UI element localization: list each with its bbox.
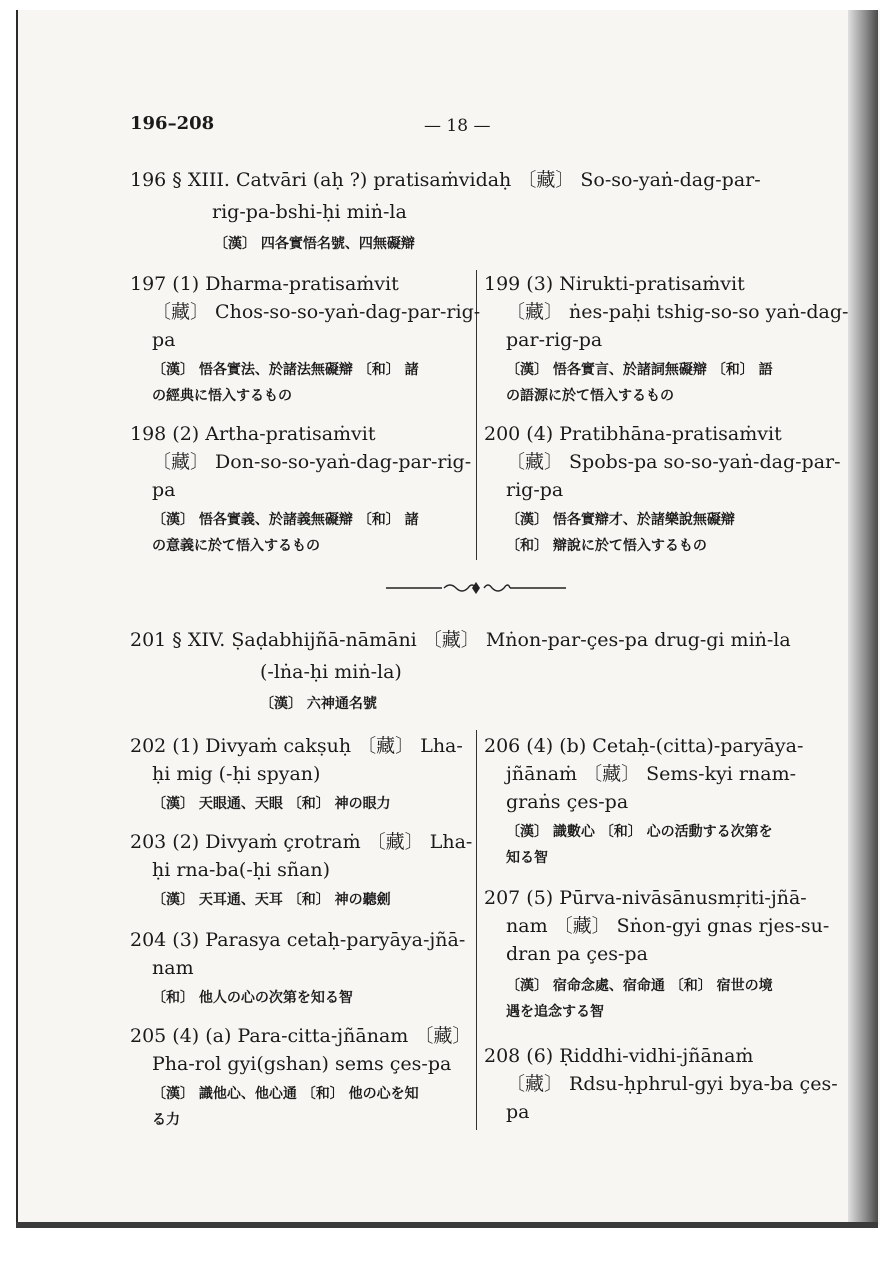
entry-204-line-3: 〔和〕 他人の心の次第を知る智	[152, 990, 353, 1006]
entry-205-line-1: 205 (4) (a) Para-citta-jñānam 〔藏〕	[130, 1025, 472, 1047]
entry-208-line-2: 〔藏〕 Rdsu-ḥphrul-gyi bya-ba çes-	[506, 1073, 838, 1095]
entry-range: 196–208	[130, 113, 215, 134]
entry-203-line-2: ḥi rna-ba(-ḥi sñan)	[152, 859, 331, 881]
entry-200-line-5: 〔和〕 辯說に於て悟入するもの	[506, 538, 707, 554]
entry-204-line-1: 204 (3) Parasya cetaḥ-paryāya-jñā-	[130, 929, 466, 951]
entry-207-line-2: nam 〔藏〕 Sṅon-gyi gnas rjes-su-	[506, 915, 830, 937]
entry-199-line-3: par-rig-pa	[506, 329, 603, 351]
ornament-divider	[386, 580, 566, 596]
section-201-line-3: 〔漢〕 六神通名號	[260, 696, 377, 712]
section-196-line-2: rig-pa-bshi-ḥi miṅ-la	[212, 201, 407, 223]
entry-205-line-2: Pha-rol gyi(gshan) sems çes-pa	[152, 1053, 452, 1075]
entry-198-line-5: の意義に於て悟入するもの	[152, 538, 320, 554]
entry-203-line-3: 〔漢〕 天耳通、天耳 〔和〕 神の聽劍	[152, 892, 391, 908]
entry-206-line-5: 知る智	[506, 850, 548, 866]
entry-199-line-5: の語源に於て悟入するもの	[506, 388, 674, 404]
entry-199-line-2: 〔藏〕 ṅes-paḥi tshig-so-so yaṅ-dag-	[506, 301, 849, 323]
page-bottom-edge	[16, 1222, 878, 1228]
entry-197-line-1: 197 (1) Dharma-pratisaṁvit	[130, 273, 399, 295]
entry-197-line-3: pa	[152, 329, 176, 351]
entry-207-line-4: 〔漢〕 宿命念處、宿命通 〔和〕 宿世の境	[506, 978, 773, 994]
entry-200-line-2: 〔藏〕 Spobs-pa so-so-yaṅ-dag-par-	[506, 451, 841, 473]
entry-198-line-2: 〔藏〕 Don-so-so-yaṅ-dag-par-rig-	[152, 451, 472, 473]
entry-207-line-3: dran pa çes-pa	[506, 943, 648, 965]
entry-199-line-4: 〔漢〕 悟各實言、於諸詞無礙辯 〔和〕 語	[506, 362, 773, 378]
entry-206-line-1: 206 (4) (b) Cetaḥ-(citta)-paryāya-	[484, 735, 804, 757]
entry-207-line-5: 遇を追念する智	[506, 1004, 604, 1020]
entry-200-line-1: 200 (4) Pratibhāna-pratisaṁvit	[484, 423, 782, 445]
entry-202-line-2: ḥi mig (-ḥi spyan)	[152, 763, 321, 785]
entry-208-line-1: 208 (6) Ṛiddhi-vidhi-jñānaṁ	[484, 1045, 754, 1067]
entry-206-line-4: 〔漢〕 識數心 〔和〕 心の活動する次第を	[506, 824, 773, 840]
entry-204-line-2: nam	[152, 957, 194, 979]
entry-205-line-4: る力	[152, 1112, 180, 1128]
column-divider-bottom	[476, 730, 477, 1130]
section-196-line-1: 196 § XIII. Catvāri (aḥ ?) pratisaṁvidaḥ 〔藏〕 So-so-yaṅ-dag-par-	[130, 169, 761, 191]
page-number: — 18 —	[424, 116, 491, 136]
entry-198-line-4: 〔漢〕 悟各實義、於諸義無礙辯 〔和〕 諸	[152, 512, 419, 528]
entry-202-line-3: 〔漢〕 天眼通、天眼 〔和〕 神の眼力	[152, 796, 391, 812]
entry-207-line-1: 207 (5) Pūrva-nivāsānusmṛiti-jñā-	[484, 887, 807, 909]
entry-202-line-1: 202 (1) Divyaṁ cakṣuḥ 〔藏〕 Lha-	[130, 735, 463, 757]
entry-206-line-2: jñānaṁ 〔藏〕 Sems-kyi rnam-	[506, 763, 797, 785]
entry-199-line-1: 199 (3) Nirukti-pratisaṁvit	[484, 273, 745, 295]
entry-203-line-1: 203 (2) Divyaṁ çrotraṁ 〔藏〕 Lha-	[130, 831, 473, 853]
section-196-line-3: 〔漢〕 四各實悟名號、四無礙辯	[214, 236, 415, 252]
page-edge-shadow	[848, 10, 878, 1225]
entry-205-line-3: 〔漢〕 識他心、他心通 〔和〕 他の心を知	[152, 1086, 419, 1102]
entry-206-line-3: graṅs çes-pa	[506, 791, 629, 813]
entry-198-line-1: 198 (2) Artha-pratisaṁvit	[130, 423, 376, 445]
entry-208-line-3: pa	[506, 1101, 530, 1123]
entry-200-line-3: rig-pa	[506, 479, 564, 501]
entry-197-line-5: の經典に悟入するもの	[152, 388, 292, 404]
entry-198-line-3: pa	[152, 479, 176, 501]
entry-200-line-4: 〔漢〕 悟各實辯才、於諸樂說無礙辯	[506, 512, 735, 528]
entry-197-line-2: 〔藏〕 Chos-so-so-yaṅ-dag-par-rig-	[152, 301, 481, 323]
section-201-line-2: (-lṅa-ḥi miṅ-la)	[260, 661, 402, 683]
section-201-line-1: 201 § XIV. Ṣaḍabhijñā-nāmāni 〔藏〕 Mṅon-par-çes-pa drug-gi miṅ-la	[130, 629, 791, 651]
entry-197-line-4: 〔漢〕 悟各實法、於諸法無礙辯 〔和〕 諸	[152, 362, 419, 378]
